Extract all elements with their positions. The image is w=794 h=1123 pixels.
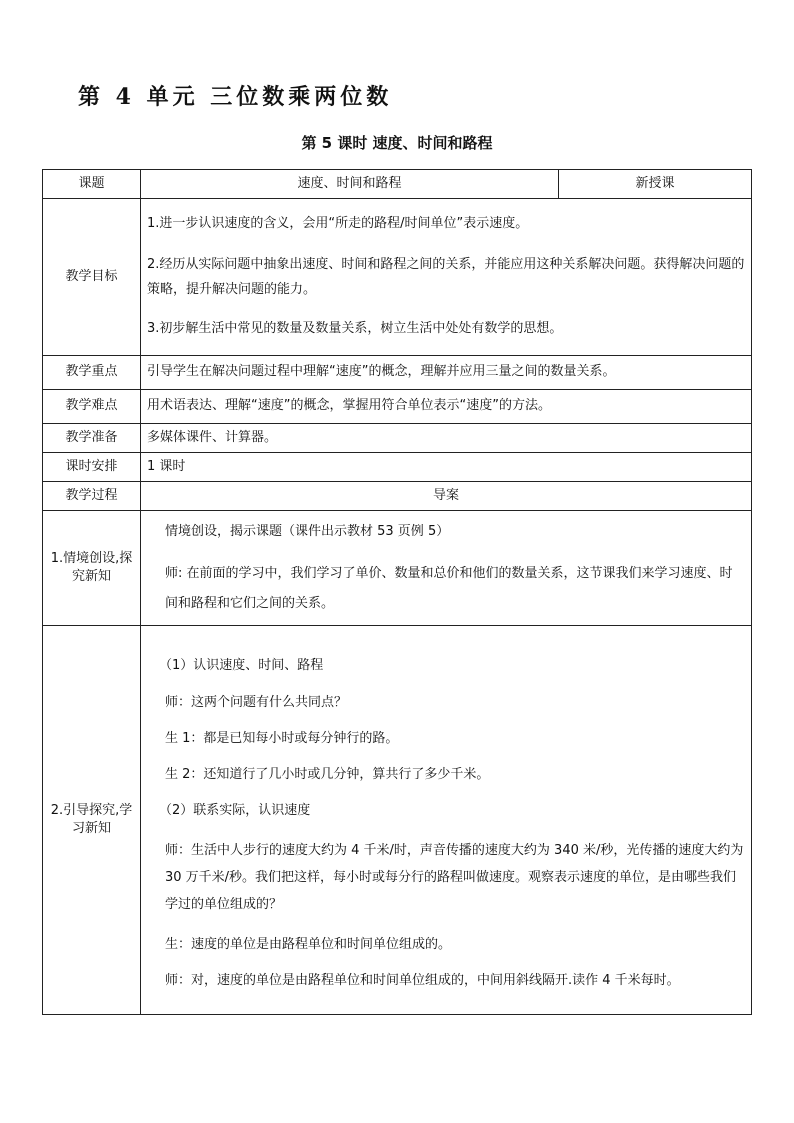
table-row — [43, 199, 752, 356]
table-row — [43, 453, 752, 482]
header-topic-value: 速度、时间和路程 — [141, 170, 559, 199]
table-row — [43, 356, 752, 390]
goals-label: 教学目标 — [43, 199, 141, 356]
unit-title: 第 4 单元 三位数乘两位数 — [78, 84, 393, 110]
table-row — [43, 626, 752, 1015]
stage2-line: 师：这两个问题有什么共同点？ — [165, 694, 348, 710]
header-topic-label: 课题 — [43, 170, 141, 199]
stage1-line: 师: 在前面的学习中，我们学习了单价、数量和总价和他们的数量关系，这节课我们来学习速度、时间和路程和它们之间的关系。 — [165, 566, 733, 612]
preparation-label: 教学准备 — [43, 424, 141, 453]
goal-item: 1.进一步认识速度的含义，会用“所走的路程/时间单位”表示速度。 — [147, 216, 529, 232]
stage1-line: 情境创设，揭示课题（课件出示教材 53 页例 5） — [165, 524, 450, 540]
difficulties-content: 用术语表达、理解“速度”的概念，掌握用符合单位表示“速度”的方法。 — [141, 390, 752, 424]
key-points-label: 教学重点 — [43, 356, 141, 390]
schedule-label: 课时安排 — [43, 453, 141, 482]
process-header: 导案 — [141, 482, 752, 511]
table-row — [43, 424, 752, 453]
stage2-line: 生 2：还知道行了几小时或几分钟，算共行了多少千米。 — [165, 766, 490, 782]
stage2-line: 生 1：都是已知每小时或每分钟行的路。 — [165, 730, 399, 746]
table-row — [43, 390, 752, 424]
key-points-content: 引导学生在解决问题过程中理解“速度”的概念，理解并应用三量之间的数量关系。 — [141, 356, 752, 390]
goal-item: 3.初步解生活中常见的数量及数量关系，树立生活中处处有数学的思想。 — [147, 321, 563, 337]
stage2-line: 生：速度的单位是由路程单位和时间单位组成的。 — [165, 937, 452, 953]
preparation-content: 多媒体课件、计算器。 — [141, 424, 752, 453]
stage2-label: 2.引导探究,学习新知 — [43, 626, 141, 1015]
stage2-line: 师：生活中人步行的速度大约为 4 千米/时，声音传播的速度大约为 340 米/秒，光传播的速度大约为 30 万千米/秒。我们把这样，每小时或每分行的路程叫做速度。观察表示速度的单位，是由哪些我们学过的单位组成的？ — [165, 843, 744, 912]
goal-item: 2.经历从实际问题中抽象出速度、时间和路程之间的关系，并能应用这种关系解决问题。获得解决问题的策略，提升解决问题的能力。 — [147, 256, 745, 297]
difficulties-label: 教学难点 — [43, 390, 141, 424]
table-row — [43, 170, 752, 199]
stage2-content — [141, 626, 752, 1015]
table-row — [43, 482, 752, 511]
lesson-title: 第 5 课时 速度、时间和路程 — [301, 134, 493, 152]
stage1-label: 1.情境创设,探究新知 — [43, 511, 141, 626]
schedule-content: 1 课时 — [141, 453, 752, 482]
table-row — [43, 511, 752, 626]
lesson-plan-table — [42, 169, 752, 1015]
stage2-line: 师：对，速度的单位是由路程单位和时间单位组成的，中间用斜线隔开.读作 4 千米每时。 — [165, 973, 680, 989]
stage2-line: （2）联系实际，认识速度 — [159, 803, 311, 819]
header-lesson-type: 新授课 — [559, 170, 752, 199]
stage2-line: （1）认识速度、时间、路程 — [159, 658, 324, 674]
goals-content — [141, 199, 752, 356]
process-label: 教学过程 — [43, 482, 141, 511]
stage1-content — [141, 511, 752, 626]
